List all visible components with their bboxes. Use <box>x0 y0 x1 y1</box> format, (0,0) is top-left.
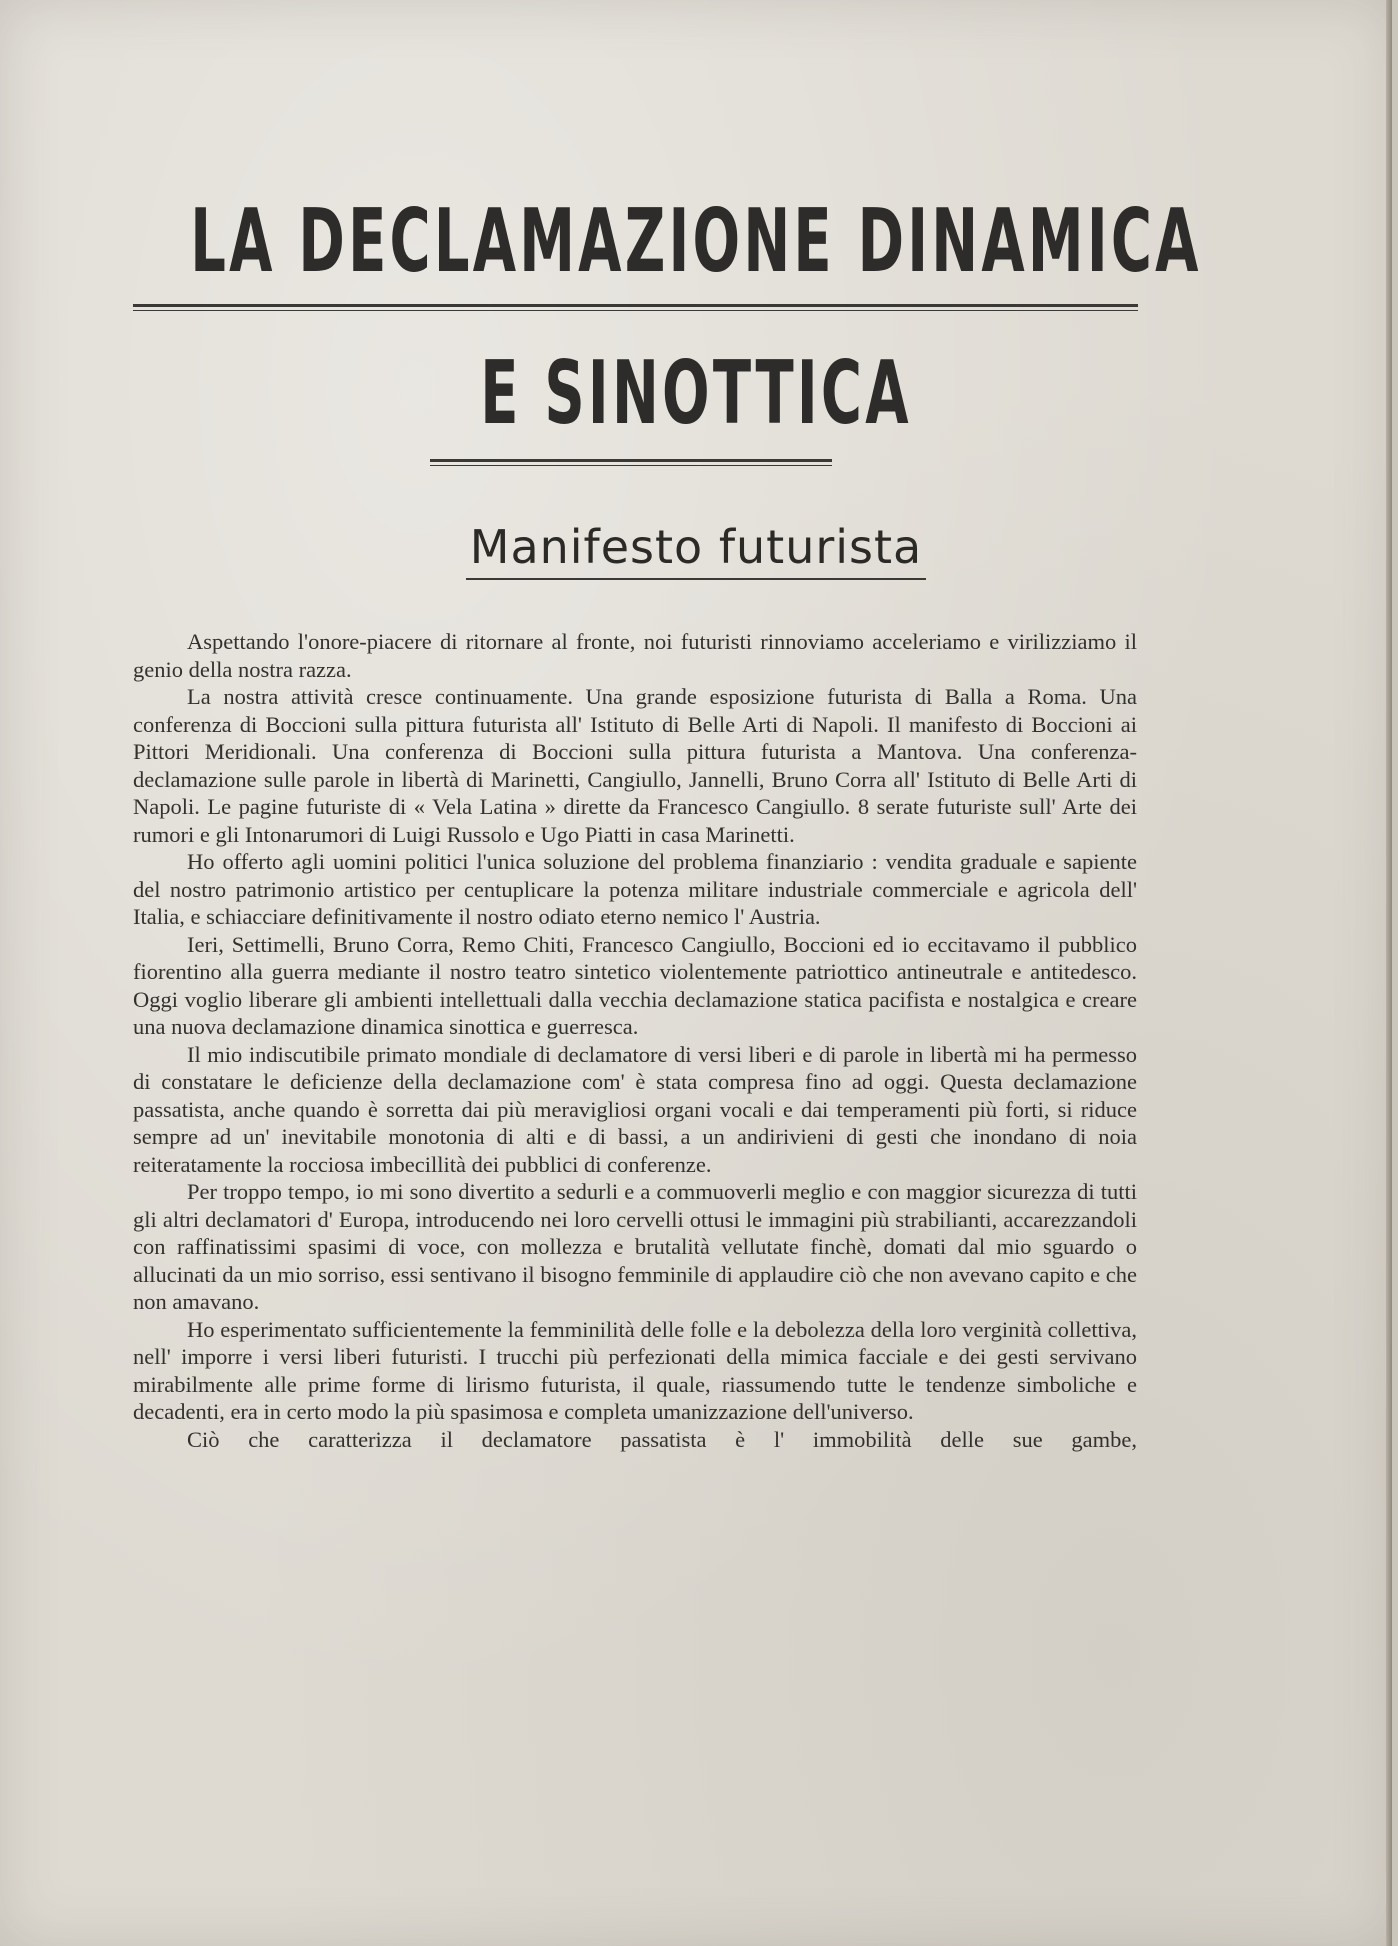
paragraph: Per troppo tempo, io mi sono divertito a sedurli e a commuoverli meglio e con maggior sicurezza di tutti gli altri declamatori d' Europa, introducendo nei loro cervelli ottusi le immagini più strabilianti, accarezzandoli con raffinatissimi spasimi di voce, con mollezza e brutalità vellutate finchè, domati dal mio sguardo o allucinati da un mio sorriso, essi sentivano il bisogno femminile di applaudire ciò che non avevano capito e che non amavano. <box>133 1179 1137 1314</box>
paragraph: Ieri, Settimelli, Bruno Corra, Remo Chiti, Francesco Cangiullo, Boccioni ed io eccitavamo il pubblico fiorentino alla guerra mediante il nostro teatro sintetico violentemente patriottico antineutrale e antitedesco. Oggi voglio liberare gli ambienti intellettuali dalla vecchia declamazione statica pacifista e nostalgica e creare una nuova declamazione dinamica sinottica e guerresca. <box>133 931 1137 1039</box>
manifesto-subtitle <box>0 520 1392 580</box>
page-edge <box>1386 0 1392 1946</box>
paragraph: Ciò che caratterizza il declamatore passatista è l' immobilità delle sue gambe, <box>187 1426 1137 1452</box>
title-double-rule <box>133 304 1138 311</box>
paragraph: Aspettando l'onore-piacere di ritornare al fronte, noi futuristi rinnoviamo acceleriamo e virilizziamo il genio della nostra razza. <box>133 629 1137 682</box>
title-line-1: LA DECLAMAZIONE DINAMICA <box>190 189 1202 293</box>
paragraph: Ho esperimentato sufficientemente la femminilità delle folle e la debolezza della loro verginità collettiva, nell' imporre i versi liberi futuristi. I trucchi più perfezionati della mimica facciale e dei gesti servivano mirabilmente alle prime forme di lirismo futurista, il quale, riassumendo tutte le tendenze simboliche e decadenti, era in certo modo la più spasimosa e completa umanizzazione dell'universo. <box>133 1316 1137 1424</box>
paragraph: La nostra attività cresce continuamente. Una grande esposizione futurista di Balla a Roma. Una conferenza di Boccioni sulla pittura futurista all' Istituto di Belle Arti di Napoli. Il manifesto di Boccioni ai Pittori Meridionali. Una conferenza di Boccioni sulla pittura futurista a Mantova. Una conferenza-declamazione sulle parole in libertà di Marinetti, Cangiullo, Jannelli, Bruno Corra all' Istituto di Belle Arti di Napoli. Le pagine futuriste di « Vela Latina » dirette da Francesco Cangiullo. 8 serate futuriste sull' Arte dei rumori e gli Intonarumori di Luigi Russolo e Ugo Piatti in casa Marinetti. <box>133 684 1137 847</box>
title-line-2: E SINOTTICA <box>480 341 912 445</box>
paragraph: Il mio indiscutibile primato mondiale di declamatore di versi liberi e di parole in libertà mi ha permesso di constatare le deficienze della declamazione com' è stata compresa fino ad oggi. Questa declamazione passatista, anche quando è sorretta dai più meravigliosi organi vocali e dai temperamenti più forti, si riduce sempre ad un' inevitabile monotonia di alti e di bassi, a un andirivieni di gesti che inondano di noia reiteratamente la rocciosa imbecillità dei pubblici di conferenze. <box>133 1041 1137 1177</box>
subtitle-double-rule <box>430 459 832 466</box>
paragraph: Ho offerto agli uomini politici l'unica soluzione del problema finanziario : vendita graduale e sapiente del nostro patrimonio artistico per centuplicare la potenza militare industriale commerciale e agricola dell' Italia, e schiacciare definitivamente il nostro odiato eterno nemico l' Austria. <box>133 849 1137 929</box>
manifesto-subtitle-text: Manifesto futurista <box>466 520 927 580</box>
manifesto-body <box>133 628 1137 1453</box>
